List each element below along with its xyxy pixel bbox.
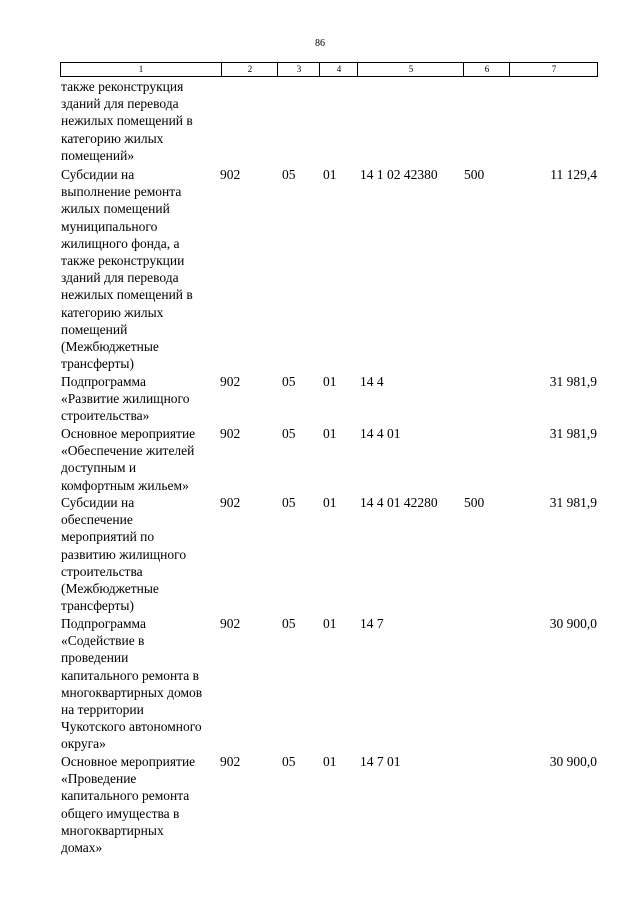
row-name: Основное мероприятие «Проведение капитального ремонта общего имущества в многоквартирных домах» bbox=[61, 754, 196, 856]
header-col-4: 4 bbox=[319, 63, 358, 76]
row-sum: 31 981,9 bbox=[549, 495, 597, 510]
row-vr: 500 bbox=[464, 495, 485, 510]
header-col-1: 1 bbox=[138, 64, 144, 74]
row-pr: 01 bbox=[323, 616, 337, 631]
row-csr: 14 4 01 bbox=[360, 426, 401, 441]
row-rz: 05 bbox=[282, 754, 296, 769]
row-ved: 902 bbox=[220, 167, 241, 182]
row-pr: 01 bbox=[323, 426, 337, 441]
row-rz: 05 bbox=[282, 426, 296, 441]
row-ved: 902 bbox=[220, 374, 241, 389]
header-col-5: 5 bbox=[357, 63, 464, 76]
row-name: также реконструкция зданий для перевода нежилых помещений в категорию жилых помещений» bbox=[61, 79, 193, 163]
row-rz: 05 bbox=[282, 495, 296, 510]
row-pr: 01 bbox=[323, 374, 337, 389]
row-vr: 500 bbox=[464, 167, 485, 182]
row-name: Субсидии на выполнение ремонта жилых помещений муниципального жилищного фонда, а также реконструкции зданий для перевода нежилых помещений в категорию жилых помещений (Межбюджетные трансферты) bbox=[61, 167, 193, 372]
row-rz: 05 bbox=[282, 616, 296, 631]
row-pr: 01 bbox=[323, 167, 337, 182]
row-ved: 902 bbox=[220, 426, 241, 441]
row-csr: 14 4 bbox=[360, 374, 384, 389]
row-ved: 902 bbox=[220, 754, 241, 769]
table-header bbox=[60, 62, 598, 77]
row-rz: 05 bbox=[282, 374, 296, 389]
row-name: Субсидии на обеспечение мероприятий по развитию жилищного строительства (Межбюджетные трансферты) bbox=[61, 495, 187, 614]
header-col-3: 3 bbox=[277, 63, 320, 76]
row-csr: 14 7 01 bbox=[360, 754, 401, 769]
header-col-7: 7 bbox=[509, 63, 598, 76]
row-sum: 30 900,0 bbox=[549, 616, 597, 631]
page-number: 86 bbox=[315, 38, 325, 49]
row-ved: 902 bbox=[220, 616, 241, 631]
row-rz: 05 bbox=[282, 167, 296, 182]
row-csr: 14 1 02 42380 bbox=[360, 167, 438, 182]
row-name: Основное мероприятие «Обеспечение жителей доступным и комфортным жильем» bbox=[61, 426, 196, 493]
row-name: Подпрограмма «Развитие жилищного строительства» bbox=[61, 374, 190, 424]
row-csr: 14 4 01 42280 bbox=[360, 495, 438, 510]
row-sum: 31 981,9 bbox=[549, 426, 597, 441]
row-sum: 30 900,0 bbox=[549, 754, 597, 769]
row-ved: 902 bbox=[220, 495, 241, 510]
row-csr: 14 7 bbox=[360, 616, 384, 631]
row-pr: 01 bbox=[323, 495, 337, 510]
header-col-2: 2 bbox=[221, 63, 278, 76]
row-name: Подпрограмма «Содействие в проведении капитального ремонта в многоквартирных домов на территории Чукотского автономного округа» bbox=[61, 616, 203, 752]
header-col-6: 6 bbox=[463, 63, 510, 76]
row-sum: 11 129,4 bbox=[550, 167, 597, 182]
row-pr: 01 bbox=[323, 754, 337, 769]
row-sum: 31 981,9 bbox=[549, 374, 597, 389]
